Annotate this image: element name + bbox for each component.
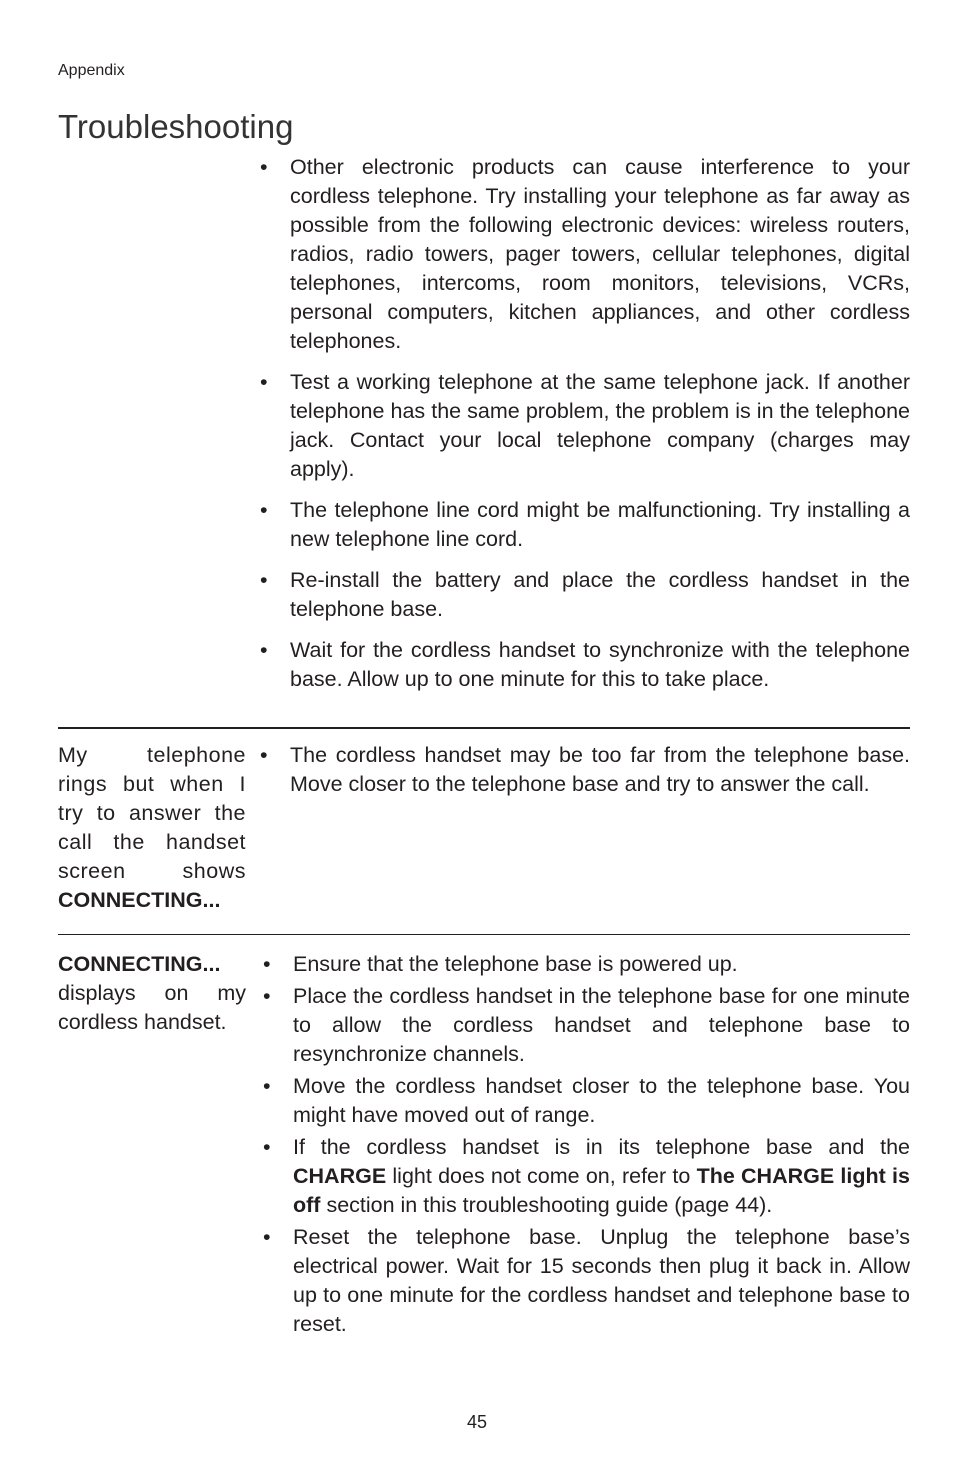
list-item: • Re-install the battery and place the cordless handset in the telephone base. xyxy=(260,568,910,621)
page-number: 45 xyxy=(466,1412,488,1432)
list-item: • Place the cordless handset in the telephone base for one minute to allow the cordless handset and telephone base to resynchronize channels. xyxy=(263,984,910,1066)
section-label: Appendix xyxy=(58,62,125,79)
symptom-status: CONNECTING... xyxy=(58,952,221,976)
symptom-3 xyxy=(58,950,246,1037)
list-item: • Test a working telephone at the same telephone jack. If another telephone has the same problem, the problem is in the telephone jack. Contact your local telephone company (charges may apply). xyxy=(260,370,910,481)
list-item: • The cordless handset may be too far from the telephone base. Move closer to the telephone base and try to answer the call. xyxy=(260,743,910,796)
page-title: Troubleshooting xyxy=(58,108,294,145)
divider xyxy=(58,934,910,935)
symptom-2 xyxy=(58,741,246,915)
divider xyxy=(58,727,910,729)
symptom-text: My telephone rings but when I try to answer the call the handset screen shows xyxy=(58,743,246,883)
list-item: • Reset the telephone base. Unplug the telephone base’s electrical power. Wait for 15 seconds then plug it back in. Allow up to one minute for the cordless handset and telephone base to reset. xyxy=(263,1225,910,1336)
list-item: • Ensure that the telephone base is powered up. xyxy=(263,952,738,976)
list-item: • The telephone line cord might be malfunctioning. Try installing a new telephone line cord. xyxy=(260,498,910,551)
symptom-status: CONNECTING... xyxy=(58,888,221,912)
list-item: • Other electronic products can cause interference to your cordless telephone. Try installing your telephone as far away as possible from the following electronic devices: wireless routers, radios, radio towers, pager towers, cellular telephones, digital telephones, intercoms, room monitors, televisions, VCRs, personal computers, kitchen appliances, and other cordless telephones. xyxy=(260,155,910,353)
block-2-solutions xyxy=(260,741,910,799)
block-3-solutions xyxy=(263,950,910,1339)
symptom-text: displays on my cordless handset. xyxy=(58,981,246,1034)
list-item: • Wait for the cordless handset to synchronize with the telephone base. Allow up to one minute for this to take place. xyxy=(260,638,910,691)
list-item: • If the cordless handset is in its telephone base and the CHARGE light does not come on, refer to The CHARGE light is off section in this troubleshooting guide (page 44). xyxy=(263,1135,910,1217)
block-1-solutions xyxy=(260,153,910,694)
list-item: • Move the cordless handset closer to the telephone base. You might have moved out of range. xyxy=(263,1074,910,1127)
